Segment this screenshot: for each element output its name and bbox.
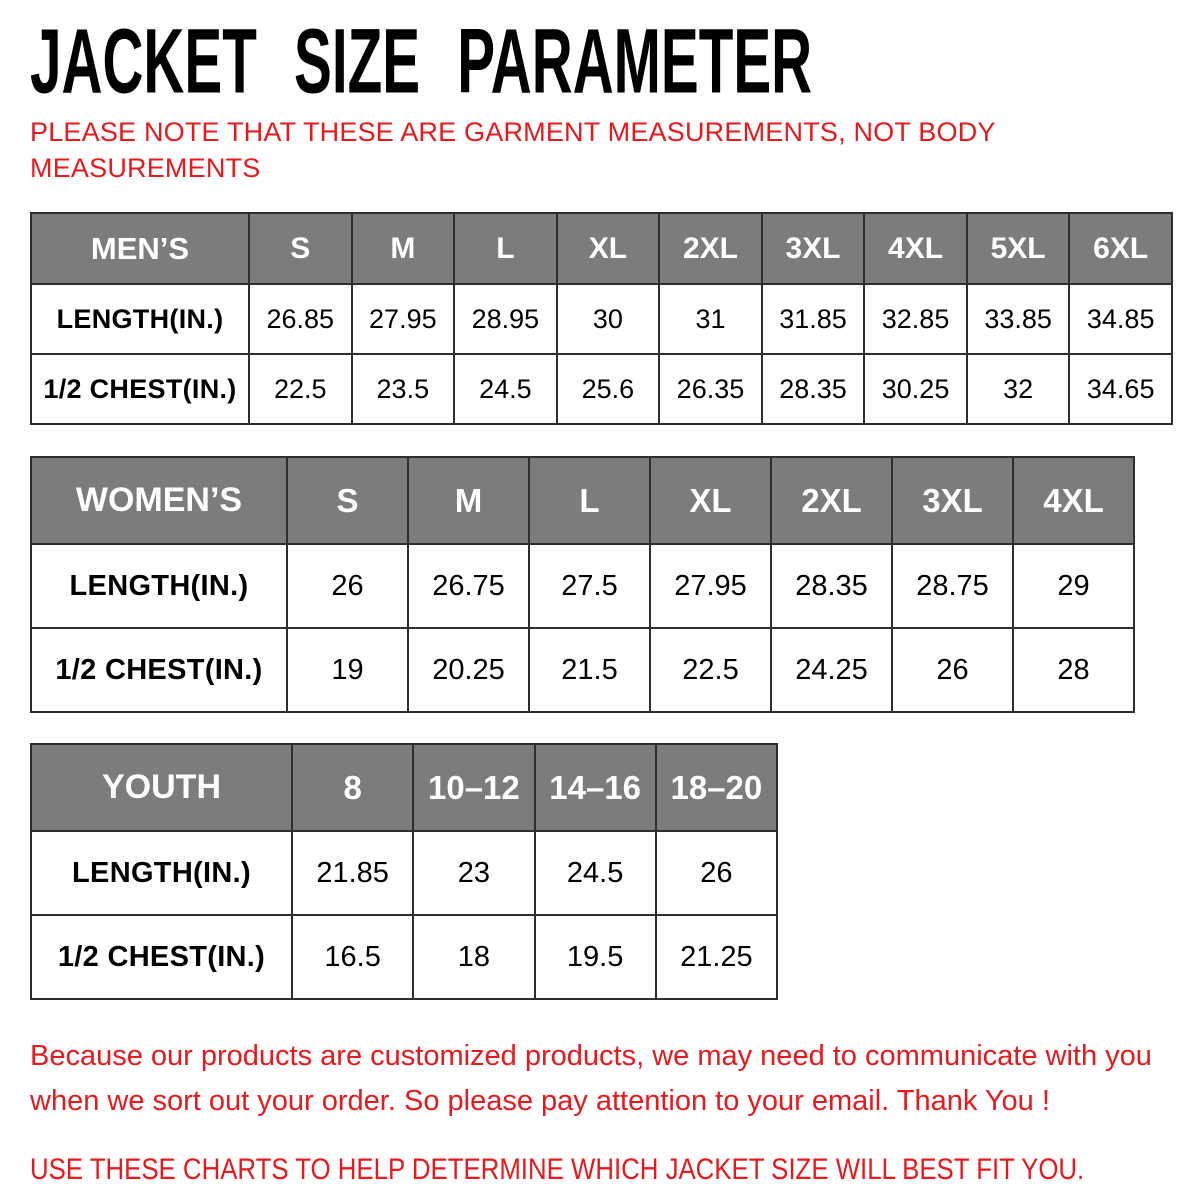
measurement-value: 34.65 — [1069, 354, 1172, 424]
measurement-value: 31 — [659, 284, 762, 354]
measurement-value: 21.5 — [529, 628, 650, 712]
measurement-value: 21.25 — [656, 915, 777, 999]
row-label: 1/2 CHEST(IN.) — [31, 354, 249, 424]
row-label: LENGTH(IN.) — [31, 831, 292, 915]
row-label: LENGTH(IN.) — [31, 284, 249, 354]
size-column-header: 4XL — [864, 213, 967, 284]
size-column-header: 2XL — [659, 213, 762, 284]
table-group-header: WOMEN’S — [31, 457, 287, 544]
size-column-header: 14–16 — [535, 744, 656, 831]
size-column-header: 18–20 — [656, 744, 777, 831]
measurement-value: 24.5 — [535, 831, 656, 915]
measurement-value: 25.6 — [557, 354, 660, 424]
row-label: 1/2 CHEST(IN.) — [31, 915, 292, 999]
mens-size-table — [30, 212, 1173, 425]
size-column-header: M — [408, 457, 529, 544]
measurement-value: 24.25 — [771, 628, 892, 712]
measurement-value: 24.5 — [454, 354, 557, 424]
measurement-value: 28.75 — [892, 544, 1013, 628]
size-column-header: 3XL — [892, 457, 1013, 544]
measurement-value: 32 — [967, 354, 1070, 424]
row-label: 1/2 CHEST(IN.) — [31, 628, 287, 712]
garment-measurement-note-line2: MEASUREMENTS — [30, 153, 261, 183]
table-row — [31, 544, 1134, 628]
measurement-value: 27.95 — [352, 284, 455, 354]
measurement-value: 32.85 — [864, 284, 967, 354]
size-column-header: 10–12 — [413, 744, 534, 831]
measurement-value: 19.5 — [535, 915, 656, 999]
size-header-row — [31, 457, 1134, 544]
measurement-value: 26 — [892, 628, 1013, 712]
size-column-header: 8 — [292, 744, 413, 831]
size-column-header: XL — [557, 213, 660, 284]
page-title — [30, 10, 1200, 113]
measurement-value: 26 — [656, 831, 777, 915]
size-column-header: S — [249, 213, 352, 284]
fit-advice-text: USE THESE CHARTS TO HELP DETERMINE WHICH JACKET SIZE WILL BEST FIT YOU. — [30, 1153, 1085, 1186]
womens-size-table — [30, 456, 1135, 713]
measurement-value: 33.85 — [967, 284, 1070, 354]
table-row — [31, 831, 777, 915]
fit-advice — [30, 1150, 1200, 1190]
table-row — [31, 628, 1134, 712]
measurement-value: 26.35 — [659, 354, 762, 424]
measurement-value: 23 — [413, 831, 534, 915]
row-label: LENGTH(IN.) — [31, 544, 287, 628]
size-column-header: 5XL — [967, 213, 1070, 284]
measurement-value: 27.5 — [529, 544, 650, 628]
table-row — [31, 915, 777, 999]
measurement-value: 26 — [287, 544, 408, 628]
customization-notice-line2: when we sort out your order. So please pay attention to your email. Thank You ! — [30, 1085, 1050, 1117]
measurement-value: 26.85 — [249, 284, 352, 354]
table-group-header: YOUTH — [31, 744, 292, 831]
customization-notice — [30, 1034, 1200, 1124]
table-row — [31, 354, 1172, 424]
size-header-row — [31, 744, 777, 831]
measurement-value: 28.35 — [771, 544, 892, 628]
customization-notice-line1: Because our products are customized products, we may need to communicate with you — [30, 1040, 1152, 1072]
measurement-value: 28 — [1013, 628, 1134, 712]
measurement-value: 28.95 — [454, 284, 557, 354]
size-column-header: L — [529, 457, 650, 544]
size-column-header: S — [287, 457, 408, 544]
table-row — [31, 284, 1172, 354]
measurement-value: 16.5 — [292, 915, 413, 999]
measurement-value: 22.5 — [249, 354, 352, 424]
measurement-value: 21.85 — [292, 831, 413, 915]
measurement-value: 29 — [1013, 544, 1134, 628]
size-header-row — [31, 213, 1172, 284]
garment-measurement-note-line1: PLEASE NOTE THAT THESE ARE GARMENT MEASUREMENTS, NOT BODY — [30, 117, 996, 147]
measurement-value: 20.25 — [408, 628, 529, 712]
size-column-header: 3XL — [762, 213, 865, 284]
size-column-header: M — [352, 213, 455, 284]
measurement-value: 28.35 — [762, 354, 865, 424]
size-column-header: L — [454, 213, 557, 284]
measurement-value: 23.5 — [352, 354, 455, 424]
youth-size-table — [30, 743, 778, 1000]
measurement-value: 30.25 — [864, 354, 967, 424]
measurement-value: 31.85 — [762, 284, 865, 354]
measurement-value: 30 — [557, 284, 660, 354]
measurement-value: 27.95 — [650, 544, 771, 628]
garment-measurement-note — [30, 114, 1200, 186]
measurement-value: 18 — [413, 915, 534, 999]
page-title-text: JACKET SIZE PARAMETER — [30, 10, 813, 113]
measurement-value: 22.5 — [650, 628, 771, 712]
measurement-value: 26.75 — [408, 544, 529, 628]
measurement-value: 19 — [287, 628, 408, 712]
size-column-header: XL — [650, 457, 771, 544]
size-column-header: 4XL — [1013, 457, 1134, 544]
table-group-header: MEN’S — [31, 213, 249, 284]
size-column-header: 2XL — [771, 457, 892, 544]
size-column-header: 6XL — [1069, 213, 1172, 284]
measurement-value: 34.85 — [1069, 284, 1172, 354]
